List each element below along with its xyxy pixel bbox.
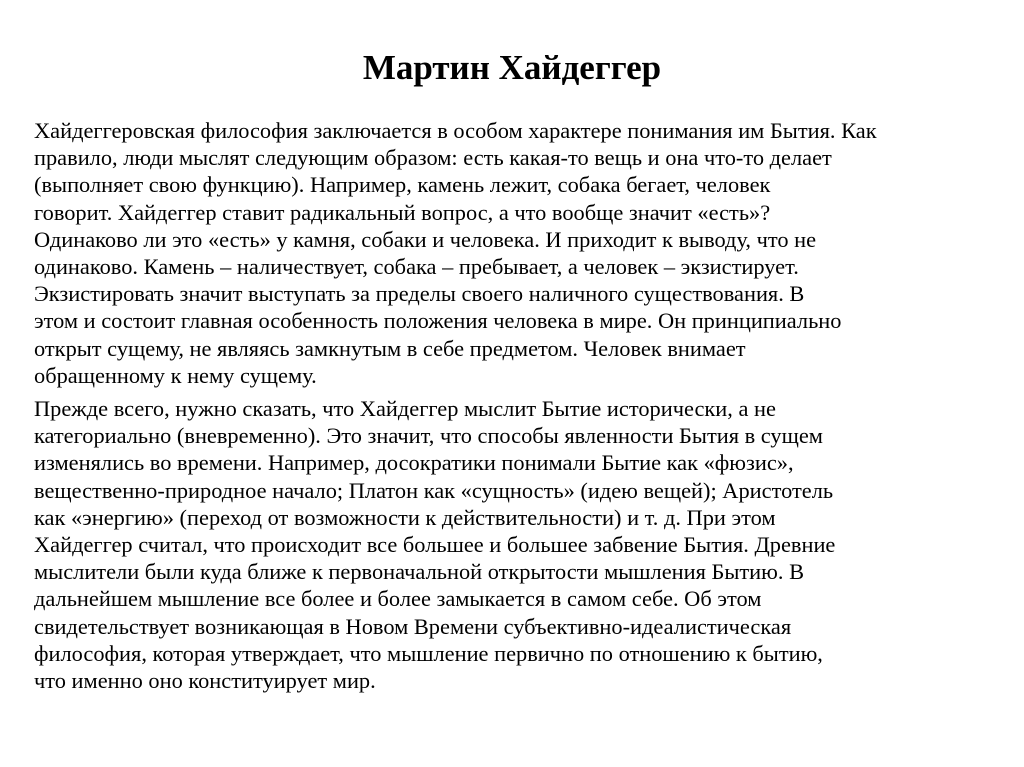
paragraph-line: открыт сущему, не являясь замкнутым в себе предметом. Человек внимает bbox=[34, 335, 746, 361]
paragraph-line: (выполняет свою функцию). Например, камень лежит, собака бегает, человек bbox=[34, 172, 771, 198]
paragraph-line: обращенному к нему сущему. bbox=[34, 362, 317, 388]
paragraph-line: свидетельствует возникающая в Новом Времени субъективно-идеалистическая bbox=[34, 613, 792, 639]
paragraph-line: изменялись во времени. Например, досократики понимали Бытие как «фюзис», bbox=[34, 450, 794, 476]
paragraph-line: категориально (вневременно). Это значит, что способы явленности Бытия в сущем bbox=[34, 423, 823, 449]
paragraph-line: вещественно-природное начало; Платон как «сущность» (идею вещей); Аристотель bbox=[34, 477, 834, 503]
paragraph-line: Одинаково ли это «есть» у камня, собаки и человека. И приходит к выводу, что не bbox=[34, 226, 817, 252]
paragraph-line: как «энергию» (переход от возможности к действительности) и т. д. При этом bbox=[34, 504, 776, 530]
paragraph-line: одинаково. Камень – наличествует, собака – пребывает, а человек – экзистирует. bbox=[34, 254, 799, 280]
slide-body bbox=[34, 117, 1002, 700]
paragraph-line: философия, которая утверждает, что мышление первично по отношению к бытию, bbox=[34, 640, 823, 666]
paragraph-line: Хайдеггеровская философия заключается в особом характере понимания им Бытия. Как bbox=[34, 118, 877, 143]
paragraph-1 bbox=[34, 117, 1002, 389]
paragraph-line: Экзистировать значит выступать за пределы своего наличного существования. В bbox=[34, 281, 805, 307]
paragraph-line: дальнейшем мышление все более и более замыкается в самом себе. Об этом bbox=[34, 586, 762, 612]
paragraph-line: этом и состоит главная особенность положения человека в мире. Он принципиально bbox=[34, 308, 842, 334]
paragraph-line: Прежде всего, нужно сказать, что Хайдеггер мыслит Бытие исторически, а не bbox=[34, 396, 776, 422]
paragraph-line: что именно оно конституирует мир. bbox=[34, 668, 376, 694]
paragraph-line: мыслители были куда ближе к первоначальной открытости мышления Бытию. В bbox=[34, 559, 805, 585]
paragraph-line: правило, люди мыслят следующим образом: есть какая-то вещь и она что-то делает bbox=[34, 145, 832, 171]
paragraph-line: Хайдеггер считал, что происходит все большее и большее забвение Бытия. Древние bbox=[34, 532, 836, 558]
slide-title: Мартин Хайдеггер bbox=[362, 48, 662, 87]
paragraph-2 bbox=[34, 395, 1002, 694]
paragraph-line: говорит. Хайдеггер ставит радикальный вопрос, а что вообще значит «есть»? bbox=[34, 199, 771, 225]
